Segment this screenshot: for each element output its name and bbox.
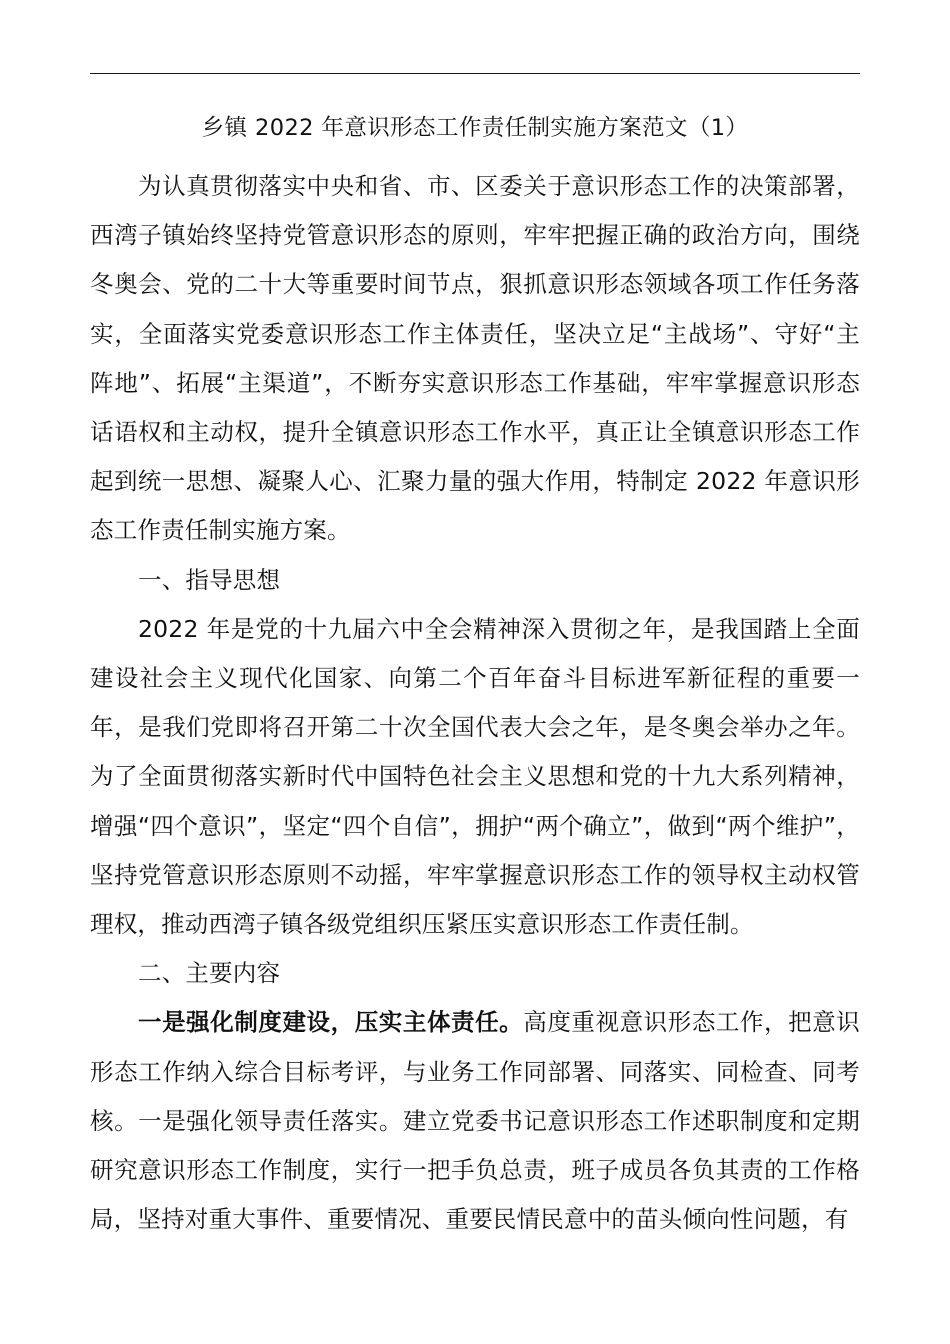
section-1-paragraph: 2022 年是党的十九届六中全会精神深入贯彻之年，是我国踏上全面建设社会主义现代化国家、向第二个百年奋斗目标进军新征程的重要一年，是我们党即将召开第二十次全国代表大会之年，是冬奥会举办之年。为了全面贯彻落实新时代中国特色社会主义思想和党的十九大系列精神，增强“四个意识”，坚定“四个自信”，拥护“两个确立”，做到“两个维护”，坚持党管意识形态原则不动摇，牢牢掌握意识形态工作的领导权主动权管理权，推动西湾子镇各级党组织压紧压实意识形态工作责任制。 [90, 614, 860, 939]
section-2-text: 高度重视意识形态工作，把意识形态工作纳入综合目标考评，与业务工作同部署、同落实、同检查、同考核。一是强化领导责任落实。建立党委书记意识形态工作述职制度和定期研究意识形态工作制度，实行一把手负总责，班子成员各负其责的工作格局，坚持对重大事件、重要情况、重要民情民意中的苗头倾向性问题，有 [90, 1008, 860, 1234]
document-title: 乡镇 2022 年意识形态工作责任制实施方案范文（1） [201, 115, 749, 141]
section-2-lead: 一是强化制度建设，压实主体责任。 [138, 1008, 524, 1037]
section-2-heading: 二、主要内容 [138, 959, 281, 988]
section-1-heading: 一、指导思想 [138, 565, 281, 594]
header-rule [90, 73, 860, 74]
section-2-paragraph [90, 998, 860, 1244]
document-body [90, 162, 860, 1244]
intro-paragraph: 为认真贯彻落实中央和省、市、区委关于意识形态工作的决策部署，西湾子镇始终坚持党管意识形态的原则，牢牢把握正确的政治方向，围绕冬奥会、党的二十大等重要时间节点，狠抓意识形态领域各项工作任务落实，全面落实党委意识形态工作主体责任，坚决立足“主战场”、守好“主阵地”、拓展“主渠道”，不断夯实意识形态工作基础，牢牢掌握意识形态话语权和主动权，提升全镇意识形态工作水平，真正让全镇意识形态工作起到统一思想、凝聚人心、汇聚力量的强大作用，特制定 2022 年意识形态工作责任制实施方案。 [90, 172, 860, 545]
